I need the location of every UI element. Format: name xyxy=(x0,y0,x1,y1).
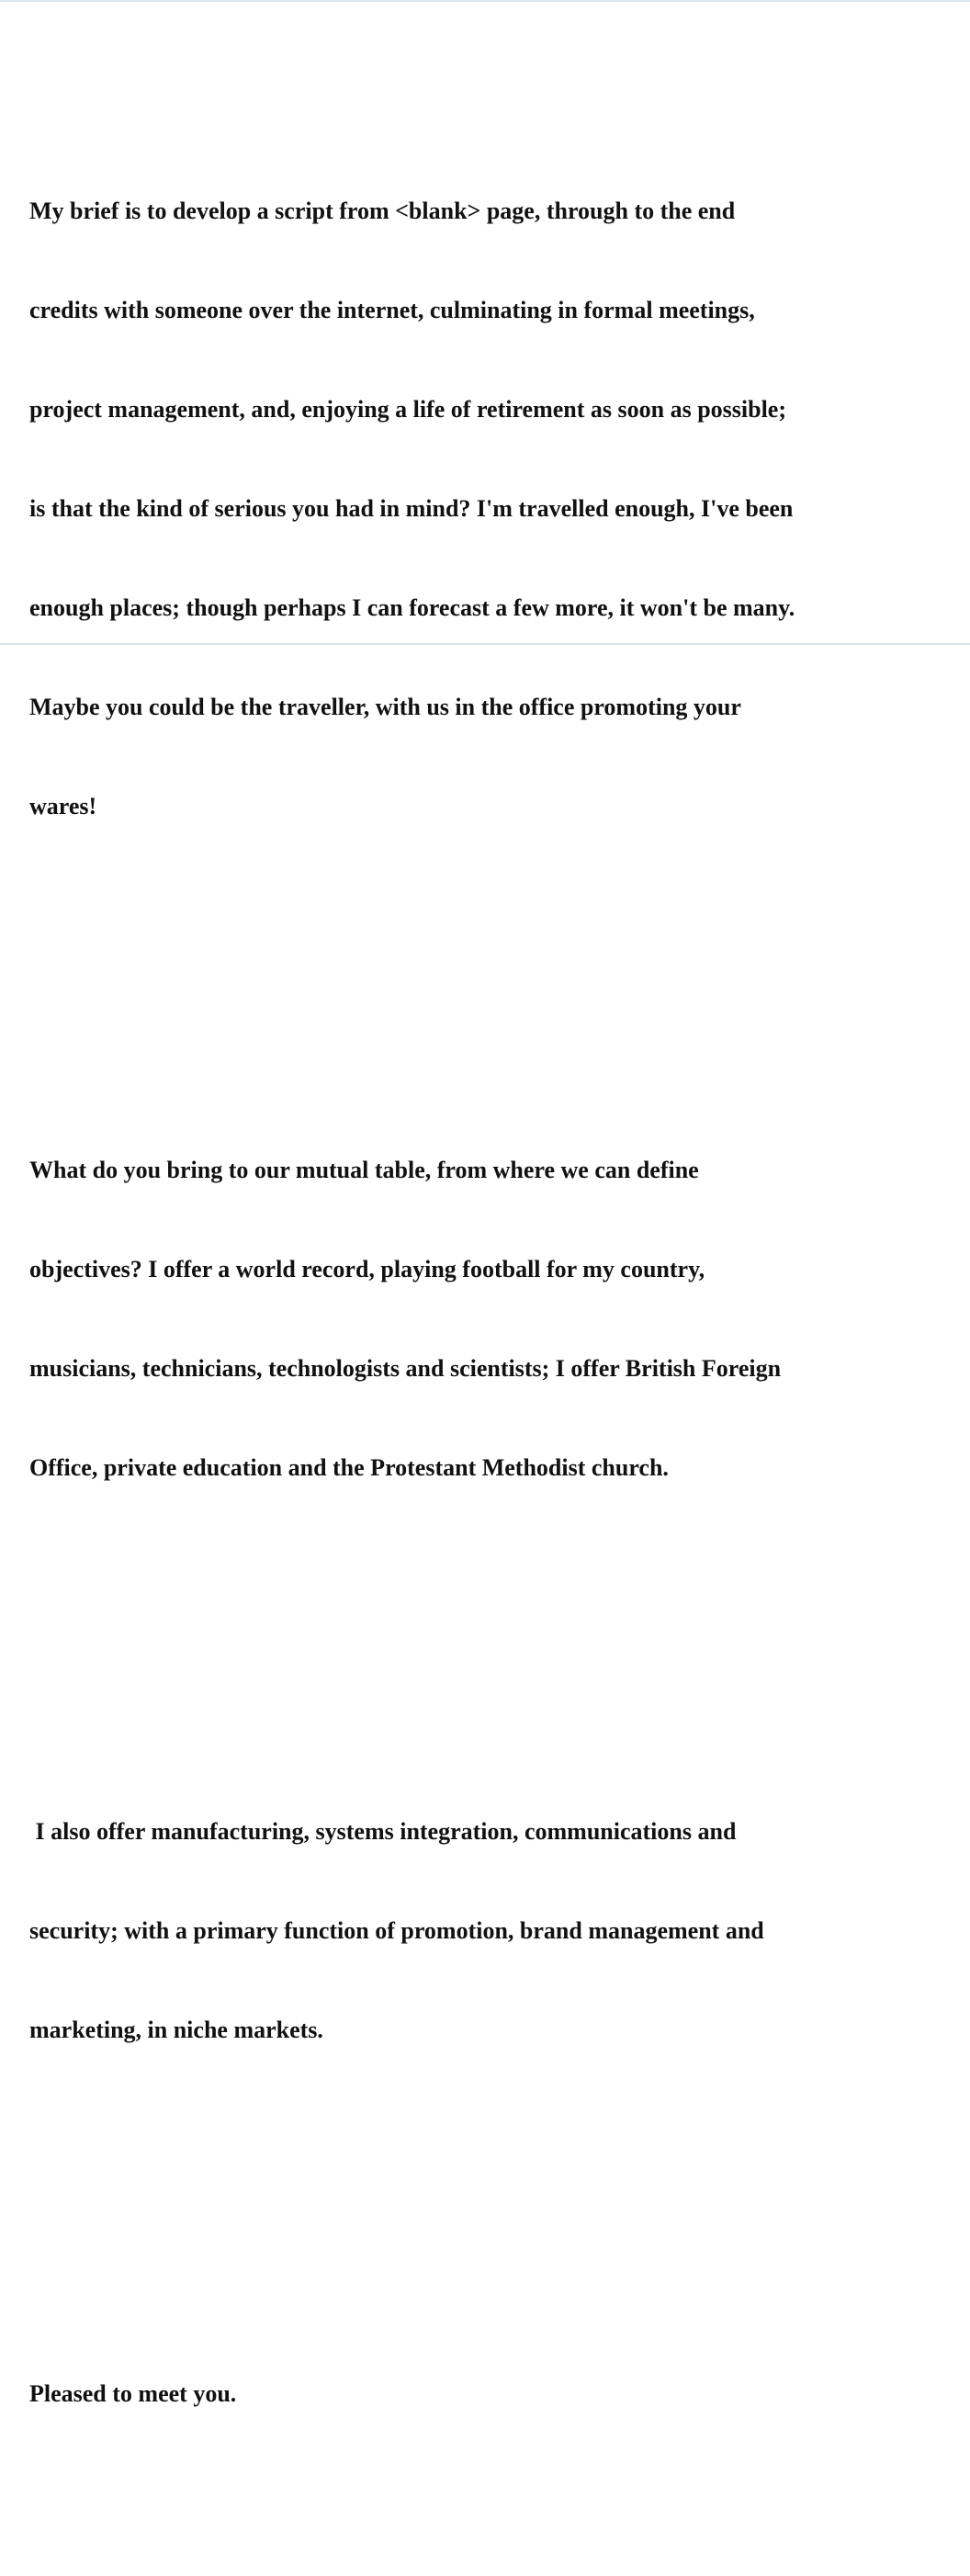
message-body xyxy=(29,29,964,2576)
text-line: credits with someone over the internet, culminating in formal meetings, xyxy=(29,297,755,323)
text-line: I also offer manufacturing, systems integration, communications and xyxy=(29,1818,737,1845)
paragraph-3 xyxy=(29,1749,964,2113)
text-line: security; with a primary function of promotion, brand management and xyxy=(29,1917,764,1944)
text-line: musicians, technicians, technologists and scientists; I offer British Foreign xyxy=(29,1355,782,1382)
text-line: Office, private education and the Protestant Methodist church. xyxy=(29,1454,669,1481)
text-line: is that the kind of serious you had in mind? I'm travelled enough, I've been xyxy=(29,495,794,522)
paragraph-4 xyxy=(29,2311,964,2477)
paragraph-gap xyxy=(29,955,964,989)
paragraph-1 xyxy=(29,129,964,889)
text-line: marketing, in niche markets. xyxy=(29,2017,323,2043)
text-line: enough places; though perhaps I can forecast a few more, it won't be many. xyxy=(29,594,795,621)
text-line: Pleased to meet you. xyxy=(29,2380,237,2407)
text-line: wares! xyxy=(29,793,97,819)
text-line: project management, and, enjoying a life of retirement as soon as possible; xyxy=(29,396,787,423)
paragraph-2 xyxy=(29,1088,964,1551)
paragraph-gap xyxy=(29,2179,964,2212)
text-line: What do you bring to our mutual table, from where we can define xyxy=(29,1157,699,1183)
text-line: My brief is to develop a script from <blank> page, through to the end xyxy=(29,198,736,224)
paragraph-gap xyxy=(29,1617,964,1650)
text-line: objectives? I offer a world record, playing football for my country, xyxy=(29,1256,705,1282)
text-line: Maybe you could be the traveller, with us in the office promoting your xyxy=(29,694,741,720)
